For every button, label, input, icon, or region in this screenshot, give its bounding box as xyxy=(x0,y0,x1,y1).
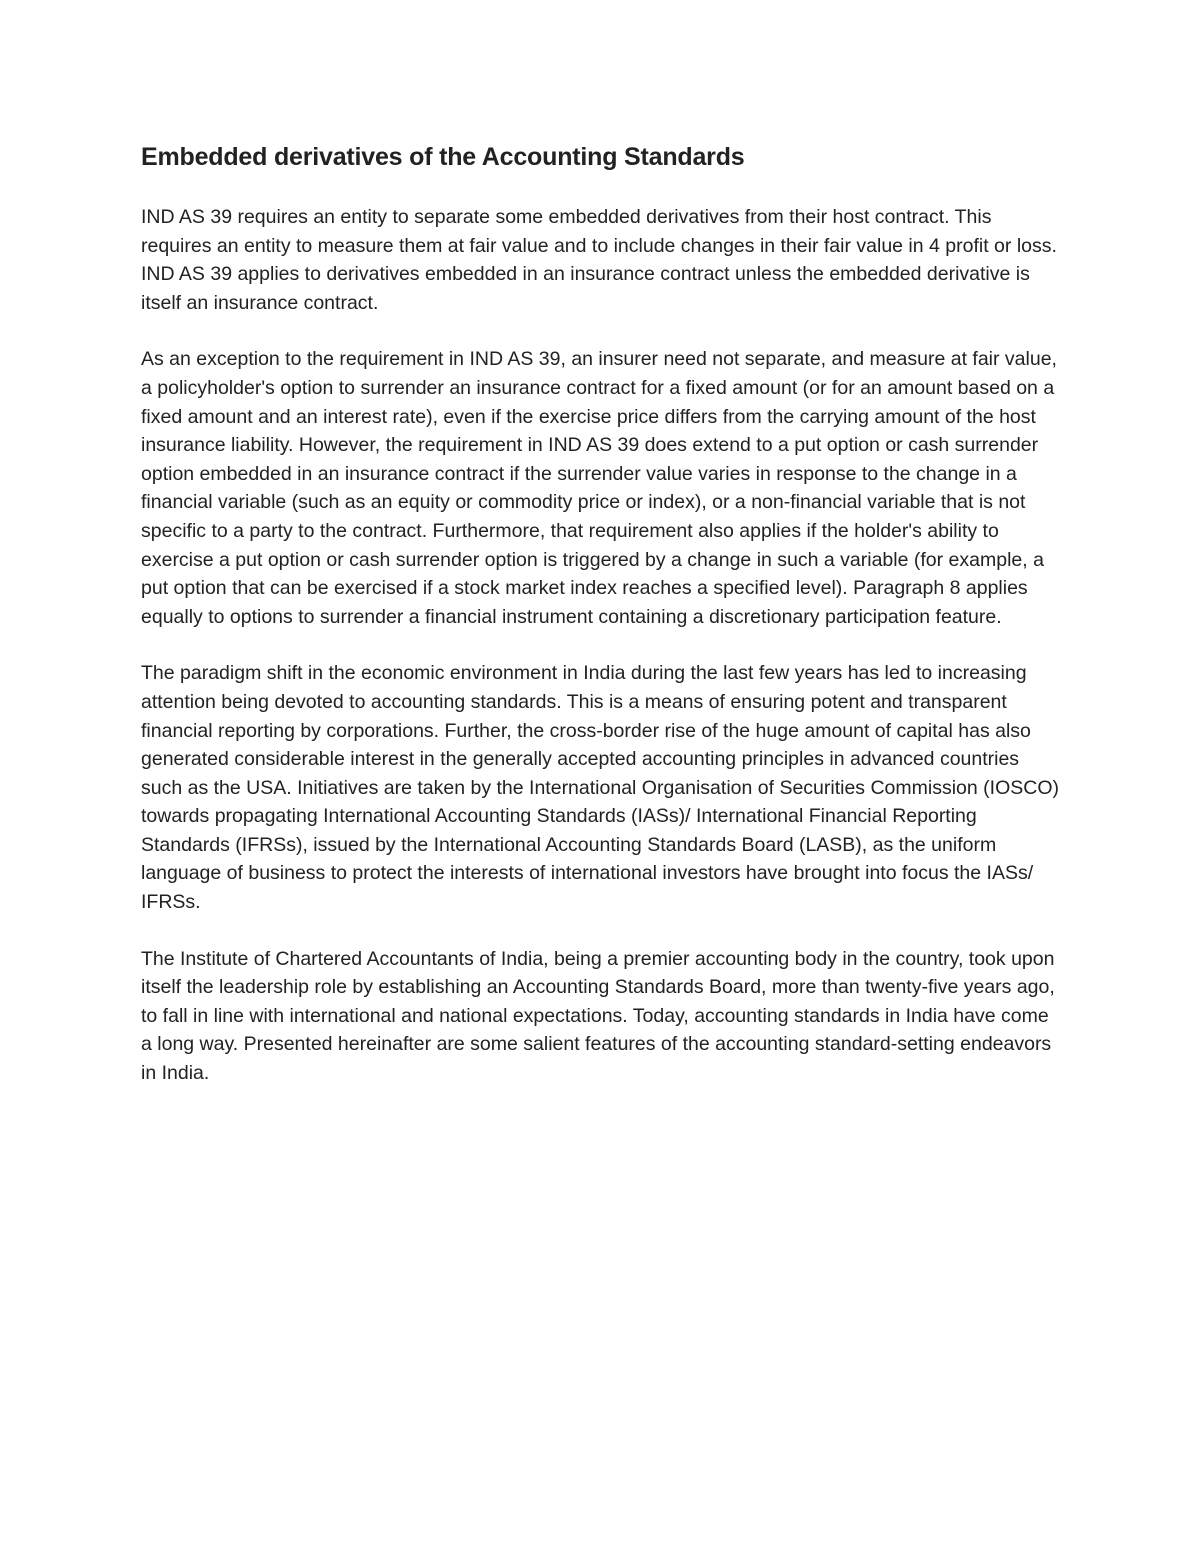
paragraph-surrender-option-exception: As an exception to the requirement in IND AS 39, an insurer need not separate, and measure at fair value, a policyholder's option to surrender an insurance contract for a fixed amount (or for an amount based on a fixed amount and an interest rate), even if the exercise price differs from the carrying amount of the host insurance liability. However, the requirement in IND AS 39 does extend to a put option or cash surrender option embedded in an insurance contract if the surrender value varies in response to the change in a financial variable (such as an equity or commodity price or index), or a non-financial variable that is not specific to a party to the contract. Furthermore, that requirement also applies if the holder's ability to exercise a put option or cash surrender option is triggered by a change in such a variable (for example, a put option that can be exercised if a stock market index reaches a specified level). Paragraph 8 applies equally to options to surrender a financial instrument containing a discretionary participation feature. xyxy=(141,348,1057,628)
document-title: Embedded derivatives of the Accounting Standards xyxy=(141,143,745,171)
paragraph-icai-leadership: The Institute of Chartered Accountants of India, being a premier accounting body in the country, took upon itself the leadership role by establishing an Accounting Standards Board, more than twenty-five years ago, to fall in line with international and national expectations. Today, accounting standards in India have come a long way. Presented hereinafter are some salient features of the accounting standard-setting endeavors in India. xyxy=(141,947,1055,1085)
paragraph-embedded-derivatives: IND AS 39 requires an entity to separate some embedded derivatives from their host contract. This requires an entity to measure them at fair value and to include changes in their fair value in 4 profit or loss. IND AS 39 applies to derivatives embedded in an insurance contract unless the embedded derivative is itself an insurance contract. xyxy=(141,206,1057,314)
document-page xyxy=(141,138,1061,1116)
paragraph-paradigm-shift: The paradigm shift in the economic environment in India during the last few years has led to increasing attention being devoted to accounting standards. This is a means of ensuring potent and transparent financial reporting by corporations. Further, the cross-border rise of the huge amount of capital has also generated considerable interest in the generally accepted accounting principles in advanced countries such as the USA. Initiatives are taken by the International Organisation of Securities Commission (IOSCO) towards propagating International Accounting Standards (IASs)/ International Financial Reporting Standards (IFRSs), issued by the International Accounting Standards Board (LASB), as the uniform language of business to protect the interests of international investors have brought into focus the IASs/ IFRSs. xyxy=(141,662,1059,914)
